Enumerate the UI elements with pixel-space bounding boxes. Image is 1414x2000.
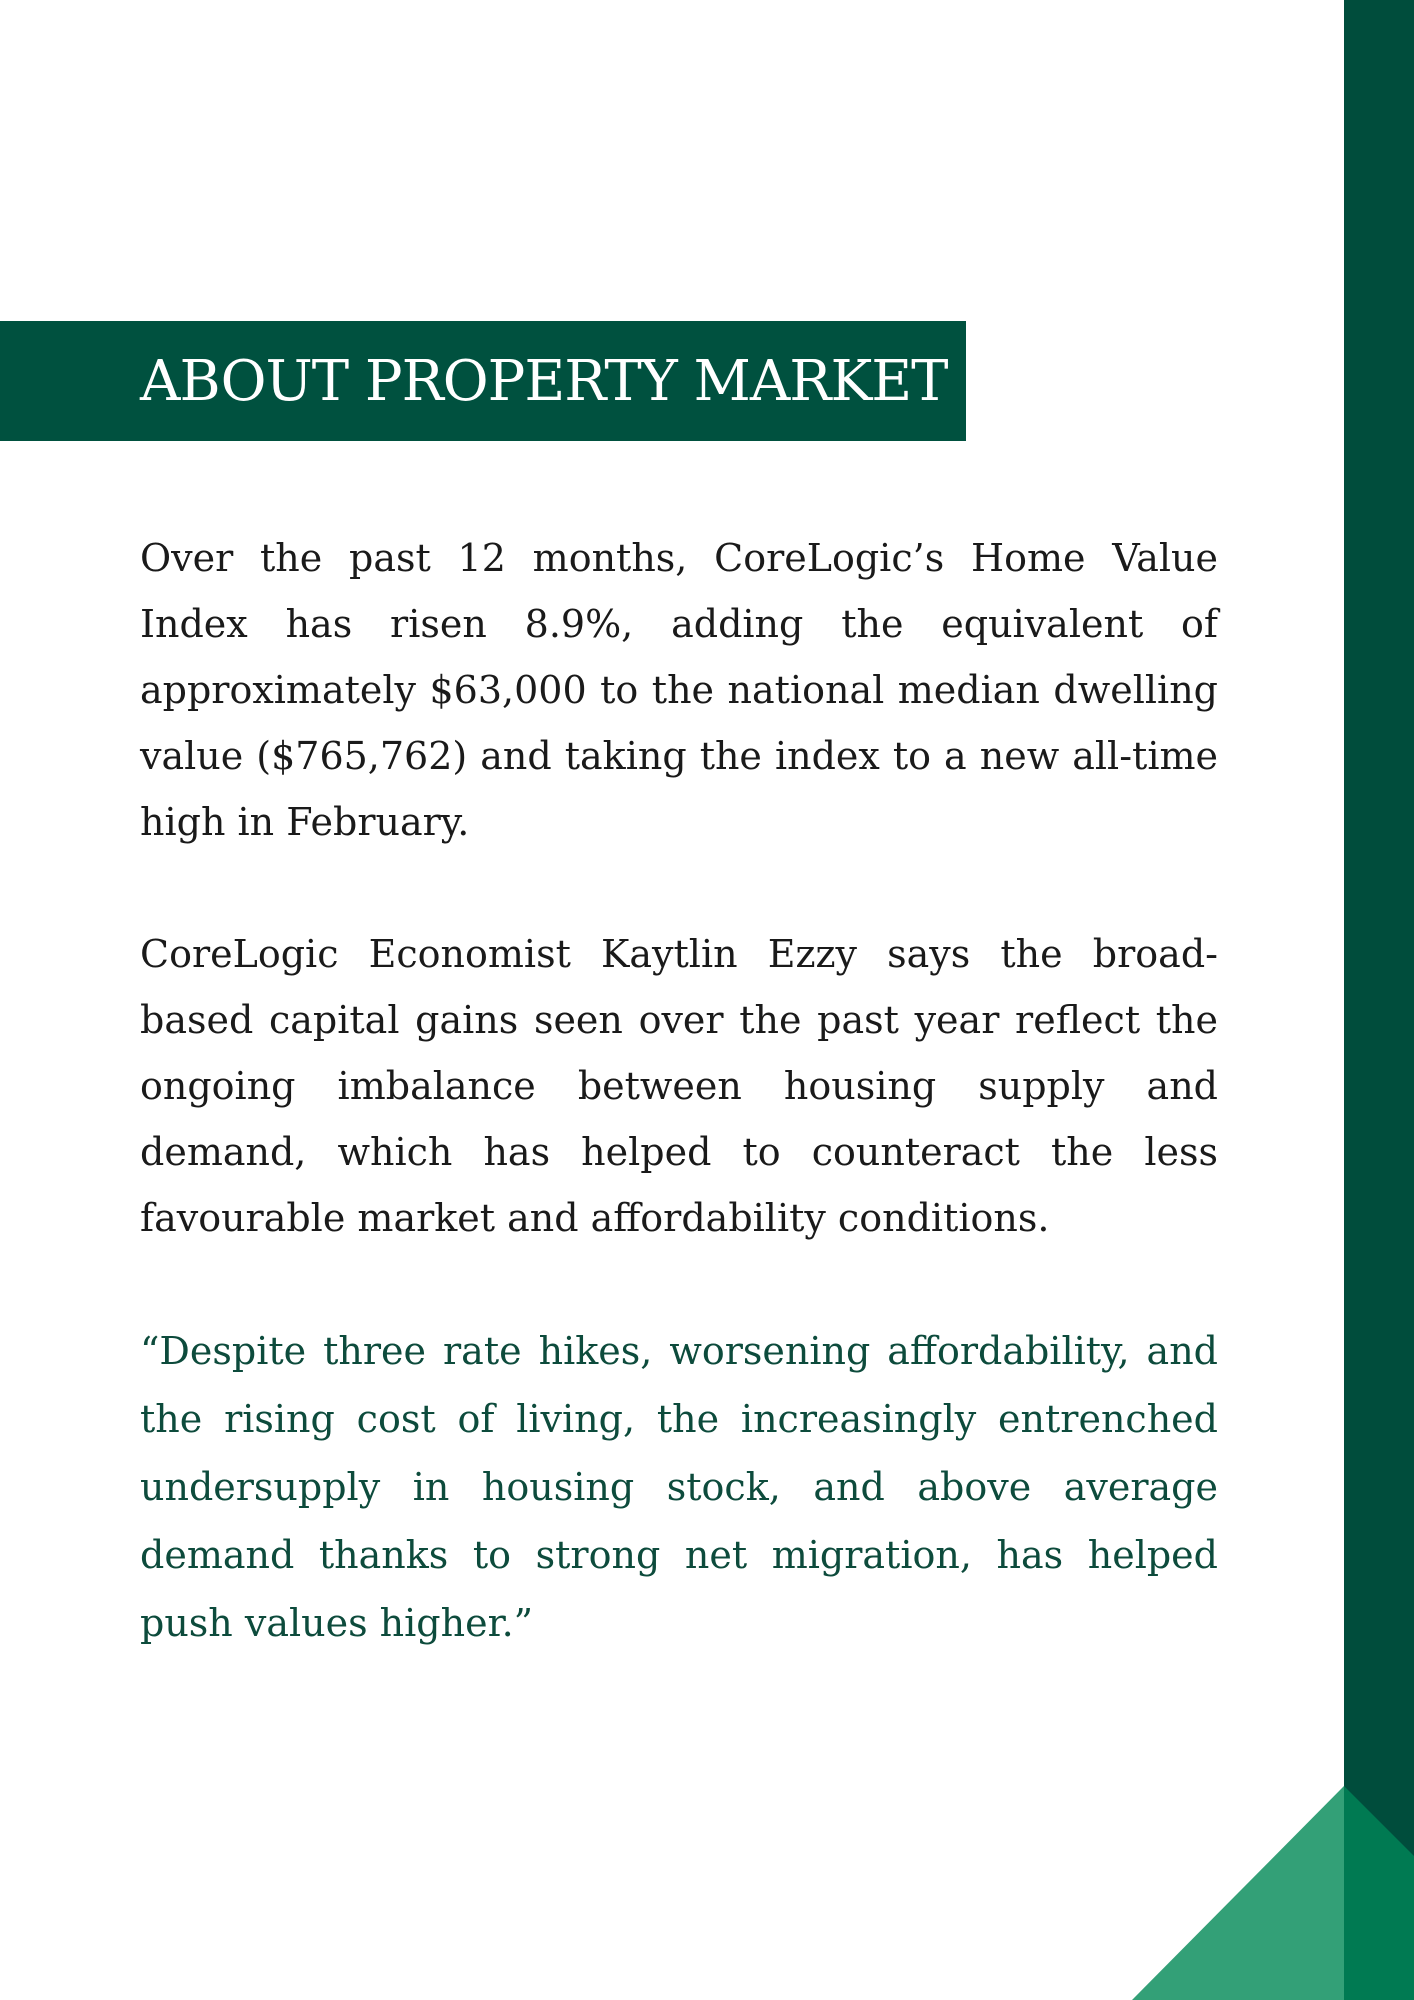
page-title: ABOUT PROPERTY MARKET xyxy=(140,348,948,414)
content-area xyxy=(140,525,1218,1657)
economist-quote: “Despite three rate hikes, worsening affordability, and the rising cost of living, the increasingly entrenched undersupply in housing stock, and above average demand thanks to strong net migration, has helped push values higher.” xyxy=(140,1329,1218,1645)
paragraph-home-value-index: Over the past 12 months, CoreLogic’s Home Value Index has risen 8.9%, adding the equivalent of approximately $63,000 to the national median dwelling value ($765,762) and taking the index to a new all-time high in February. xyxy=(140,536,1218,844)
paragraph-economist-comment: CoreLogic Economist Kaytlin Ezzy says the broad-based capital gains seen over the past year reflect the ongoing imbalance between housing supply and demand, which has helped to counteract the less favourable market and affordability conditions. xyxy=(140,932,1218,1240)
right-side-bar xyxy=(1344,0,1414,2000)
title-banner xyxy=(0,321,966,441)
light-green-triangle xyxy=(1132,1786,1344,2000)
